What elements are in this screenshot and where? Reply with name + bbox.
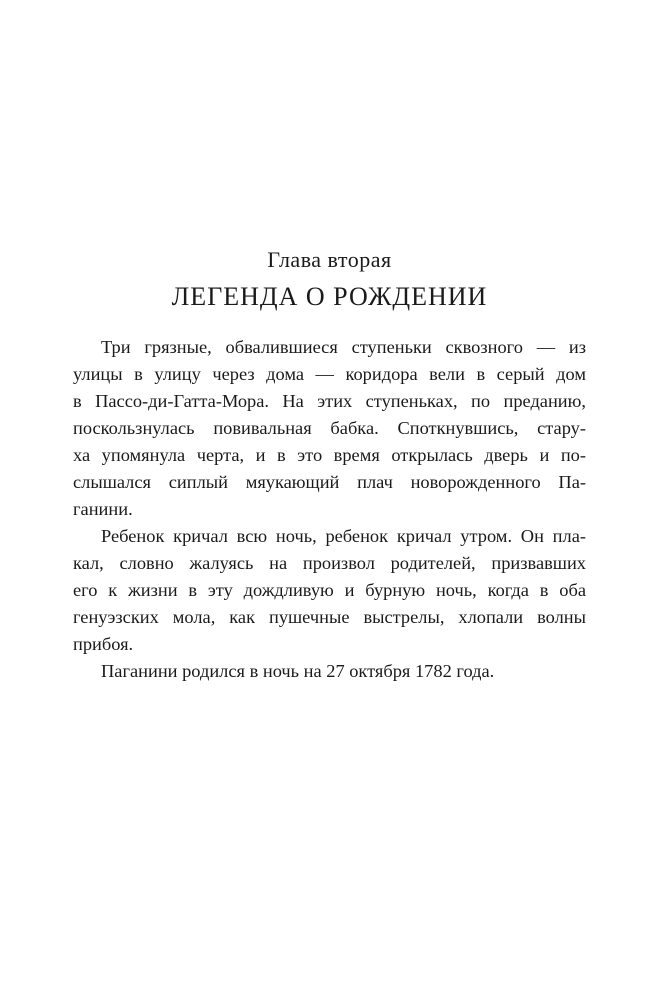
text-line: улицы в улицу через дома — коридора вели в серый дом xyxy=(73,364,586,384)
chapter-number: Глава вторая xyxy=(267,247,392,272)
text-line: генуэзских мола, как пушечные выстрелы, хлопали волны xyxy=(73,607,586,627)
chapter-title: ЛЕГЕНДА О РОЖДЕНИИ xyxy=(171,282,488,311)
text-line: Три грязные, обвалившиеся ступеньки сквозного — из xyxy=(101,337,586,357)
text-line: ганини. xyxy=(73,499,133,519)
text-line: прибоя. xyxy=(73,634,134,654)
text-line: кал, словно жалуясь на произвол родителей, призвавших xyxy=(73,553,586,573)
text-line: слышался сиплый мяукающий плач новорожденного Па- xyxy=(73,472,586,492)
text-line: его к жизни в эту дождливую и бурную ночь, когда в оба xyxy=(73,580,586,600)
paragraph xyxy=(73,658,586,685)
text-line: ха упомянула черта, и в это время открылась дверь и по- xyxy=(73,445,586,465)
text-line: Паганини родился в ночь на 27 октября 1782 года. xyxy=(101,661,495,681)
paragraph xyxy=(73,334,586,523)
text-line: поскользнулась повивальная бабка. Споткнувшись, стару- xyxy=(73,418,586,438)
chapter-body xyxy=(73,334,586,685)
paragraph xyxy=(73,523,586,658)
text-line: Ребенок кричал всю ночь, ребенок кричал утром. Он пла- xyxy=(101,526,586,546)
text-line: в Пассо-ди-Гатта-Мора. На этих ступеньках, по преданию, xyxy=(73,391,586,411)
